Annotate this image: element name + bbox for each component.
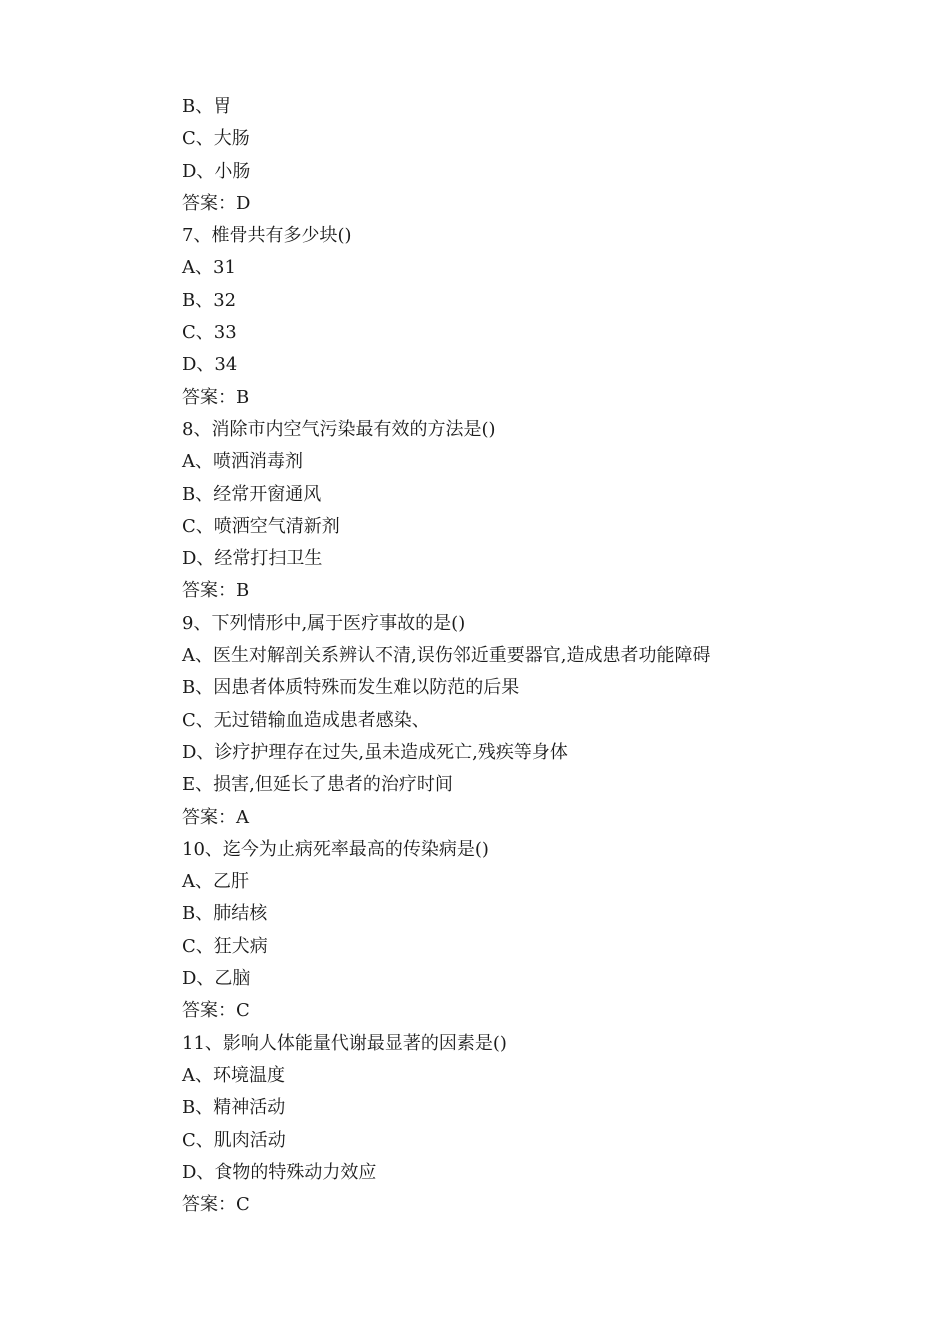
option-b-q8: B、经常开窗通风 (182, 483, 322, 505)
answer-q11: 答案：C (182, 1194, 250, 1216)
question-7: 7、椎骨共有多少块() (182, 225, 352, 247)
option-c-q7: C、33 (182, 322, 237, 344)
option-c-q11: C、肌肉活动 (182, 1129, 286, 1151)
option-d-q8: D、经常打扫卫生 (182, 548, 323, 570)
option-d-q6: D、小肠 (182, 160, 251, 182)
option-b-q7: B、32 (182, 289, 237, 311)
answer-q7: 答案：B (182, 386, 250, 408)
option-d-q7: D、34 (182, 354, 238, 376)
option-c-q6: C、大肠 (182, 128, 250, 150)
option-a-q11: A、环境温度 (182, 1064, 285, 1086)
answer-q9: 答案：A (182, 806, 249, 828)
question-11: 11、影响人体能量代谢最显著的因素是() (182, 1032, 507, 1054)
option-c-q9: C、无过错输血造成患者感染、 (182, 709, 430, 731)
option-a-q7: A、31 (182, 257, 236, 279)
option-b-q9: B、因患者体质特殊而发生难以防范的后果 (182, 677, 520, 699)
option-b-q6: B、胃 (182, 96, 232, 117)
option-b-q11: B、精神活动 (182, 1097, 286, 1119)
option-a-q8: A、喷洒消毒剂 (182, 451, 303, 473)
answer-q10: 答案：C (182, 1000, 250, 1022)
answer-q8: 答案：B (182, 580, 250, 602)
question-9: 9、下列情形中,属于医疗事故的是() (182, 612, 466, 634)
document-content (182, 91, 882, 1221)
option-c-q10: C、狂犬病 (182, 935, 268, 957)
answer-q6: 答案：D (182, 192, 251, 214)
option-d-q11: D、食物的特殊动力效应 (182, 1161, 377, 1183)
option-d-q9: D、诊疗护理存在过失,虽未造成死亡,残疾等身体 (182, 741, 568, 763)
option-d-q10: D、乙脑 (182, 968, 251, 990)
option-c-q8: C、喷洒空气清新剂 (182, 515, 340, 537)
option-a-q10: A、乙肝 (182, 871, 249, 893)
option-b-q10: B、肺结核 (182, 903, 268, 925)
question-10: 10、迄今为止病死率最高的传染病是() (182, 838, 489, 860)
question-8: 8、消除市内空气污染最有效的方法是() (182, 418, 496, 440)
option-a-q9: A、医生对解剖关系辨认不清,误伤邻近重要器官,造成患者功能障碍 (182, 645, 711, 667)
option-e-q9: E、损害,但延长了患者的治疗时间 (182, 774, 453, 796)
